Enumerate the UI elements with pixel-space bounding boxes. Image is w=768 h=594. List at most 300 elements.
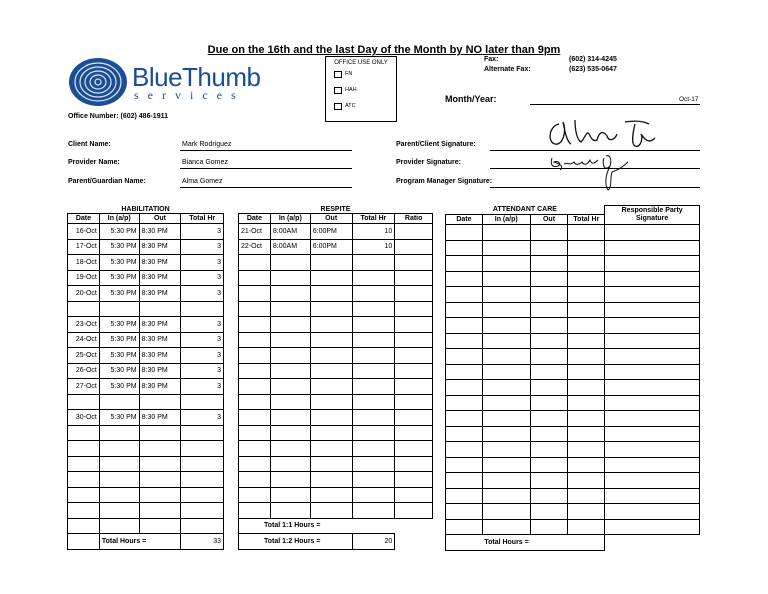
table-cell[interactable] xyxy=(310,503,352,519)
table-cell[interactable] xyxy=(270,503,310,519)
table-cell[interactable] xyxy=(446,457,483,473)
table-cell[interactable] xyxy=(568,426,605,442)
table-cell[interactable]: 8:30 PM xyxy=(139,379,181,395)
table-cell[interactable] xyxy=(568,519,605,535)
table-cell[interactable] xyxy=(239,441,271,457)
table-cell[interactable] xyxy=(482,333,530,349)
table-cell[interactable] xyxy=(310,441,352,457)
table-cell[interactable] xyxy=(139,518,181,534)
table-cell[interactable]: 10 xyxy=(352,224,395,240)
office-option-atc[interactable]: ATC xyxy=(334,98,396,114)
table-cell[interactable] xyxy=(352,332,395,348)
table-cell[interactable] xyxy=(482,287,530,303)
table-cell[interactable] xyxy=(181,301,224,317)
checkbox-icon[interactable] xyxy=(334,71,342,78)
table-cell[interactable] xyxy=(395,472,433,488)
table-cell[interactable] xyxy=(446,442,483,458)
table-cell[interactable] xyxy=(530,457,568,473)
table-cell[interactable] xyxy=(99,394,139,410)
table-cell[interactable] xyxy=(482,426,530,442)
table-cell[interactable] xyxy=(530,287,568,303)
table-cell[interactable] xyxy=(239,270,271,286)
table-cell[interactable] xyxy=(446,333,483,349)
table-cell[interactable]: 8:30 PM xyxy=(139,270,181,286)
table-cell[interactable] xyxy=(181,456,224,472)
checkbox-icon[interactable] xyxy=(334,87,342,94)
table-cell[interactable]: 5:30 PM xyxy=(99,286,139,302)
table-cell[interactable] xyxy=(68,301,100,317)
table-cell[interactable] xyxy=(239,301,271,317)
table-cell[interactable]: 19-Oct xyxy=(68,270,100,286)
table-cell[interactable]: 8:30 PM xyxy=(139,239,181,255)
table-cell[interactable] xyxy=(239,487,271,503)
table-cell[interactable] xyxy=(605,349,700,365)
table-cell[interactable] xyxy=(605,225,700,241)
table-cell[interactable] xyxy=(68,441,100,457)
table-cell[interactable]: 8:30 PM xyxy=(139,224,181,240)
table-cell[interactable] xyxy=(530,240,568,256)
table-cell[interactable]: 3 xyxy=(181,286,224,302)
table-cell[interactable] xyxy=(446,349,483,365)
table-cell[interactable] xyxy=(310,425,352,441)
table-cell[interactable] xyxy=(605,256,700,272)
table-cell[interactable]: 8:30 PM xyxy=(139,363,181,379)
table-row xyxy=(446,318,700,334)
table-cell[interactable] xyxy=(310,286,352,302)
table-cell[interactable] xyxy=(482,488,530,504)
table-cell[interactable] xyxy=(568,380,605,396)
table-cell[interactable] xyxy=(446,504,483,520)
table-cell[interactable] xyxy=(482,302,530,318)
table-cell[interactable] xyxy=(139,394,181,410)
table-cell[interactable] xyxy=(239,472,271,488)
table-cell[interactable] xyxy=(395,456,433,472)
table-cell[interactable] xyxy=(482,240,530,256)
table-cell[interactable] xyxy=(99,472,139,488)
table-cell[interactable] xyxy=(605,302,700,318)
provider-name-value[interactable]: Bianca Gomez xyxy=(182,159,228,166)
table-cell[interactable] xyxy=(395,239,433,255)
table-cell[interactable] xyxy=(270,441,310,457)
table-cell[interactable] xyxy=(99,456,139,472)
guardian-name-value[interactable]: Alma Gomez xyxy=(182,178,223,185)
table-cell[interactable] xyxy=(568,256,605,272)
checkbox-icon[interactable] xyxy=(334,103,342,110)
table-cell[interactable]: 5:30 PM xyxy=(99,255,139,271)
table-cell[interactable]: 6:00PM xyxy=(310,239,352,255)
table-cell[interactable] xyxy=(568,287,605,303)
table-cell[interactable] xyxy=(68,487,100,503)
table-cell[interactable] xyxy=(310,410,352,426)
table-cell[interactable] xyxy=(99,503,139,519)
table-cell[interactable] xyxy=(446,318,483,334)
table-cell[interactable] xyxy=(530,488,568,504)
table-cell[interactable] xyxy=(270,363,310,379)
table-cell[interactable] xyxy=(352,286,395,302)
table-cell[interactable] xyxy=(395,425,433,441)
table-cell[interactable] xyxy=(530,504,568,520)
table-cell[interactable] xyxy=(270,410,310,426)
table-cell[interactable]: 3 xyxy=(181,348,224,364)
table-cell[interactable]: 8:00AM xyxy=(270,239,310,255)
table-cell[interactable] xyxy=(482,271,530,287)
table-cell[interactable] xyxy=(605,271,700,287)
table-row xyxy=(239,317,433,333)
table-cell[interactable]: 3 xyxy=(181,270,224,286)
table-cell[interactable] xyxy=(310,270,352,286)
table-cell[interactable] xyxy=(395,286,433,302)
table-row xyxy=(68,255,224,271)
table-cell[interactable] xyxy=(395,487,433,503)
table-cell[interactable] xyxy=(395,224,433,240)
table-cell[interactable] xyxy=(446,380,483,396)
table-cell[interactable] xyxy=(568,488,605,504)
table-cell[interactable] xyxy=(239,410,271,426)
table-cell[interactable] xyxy=(310,301,352,317)
table-cell[interactable] xyxy=(68,425,100,441)
table-cell[interactable] xyxy=(568,333,605,349)
table-cell[interactable] xyxy=(352,441,395,457)
table-cell[interactable] xyxy=(352,270,395,286)
table-cell[interactable] xyxy=(530,318,568,334)
column-header: Date xyxy=(446,214,483,224)
table-cell[interactable]: 8:30 PM xyxy=(139,332,181,348)
table-cell[interactable] xyxy=(446,473,483,489)
table-cell[interactable] xyxy=(352,456,395,472)
table-cell[interactable] xyxy=(68,518,100,534)
table-cell[interactable]: 20-Oct xyxy=(68,286,100,302)
table-cell[interactable] xyxy=(310,394,352,410)
table-cell[interactable] xyxy=(482,457,530,473)
table-cell[interactable] xyxy=(482,395,530,411)
table-cell[interactable] xyxy=(181,503,224,519)
table-cell[interactable] xyxy=(530,442,568,458)
table-cell[interactable] xyxy=(530,333,568,349)
table-cell[interactable] xyxy=(270,255,310,271)
table-cell[interactable] xyxy=(482,225,530,241)
table-cell[interactable]: 5:30 PM xyxy=(99,270,139,286)
table-cell[interactable] xyxy=(139,456,181,472)
table-cell[interactable] xyxy=(395,394,433,410)
table-cell[interactable] xyxy=(605,488,700,504)
table-cell[interactable]: 3 xyxy=(181,332,224,348)
table-cell[interactable] xyxy=(139,441,181,457)
table-cell[interactable] xyxy=(310,255,352,271)
table-cell[interactable] xyxy=(605,457,700,473)
table-cell[interactable] xyxy=(239,317,271,333)
table-cell[interactable] xyxy=(530,411,568,427)
table-cell[interactable] xyxy=(181,394,224,410)
table-cell[interactable]: 3 xyxy=(181,224,224,240)
table-cell[interactable]: 3 xyxy=(181,255,224,271)
table-cell[interactable] xyxy=(605,473,700,489)
table-cell[interactable] xyxy=(605,333,700,349)
table-cell[interactable] xyxy=(446,519,483,535)
table-cell[interactable] xyxy=(530,395,568,411)
table-cell[interactable] xyxy=(239,332,271,348)
table-cell[interactable] xyxy=(310,379,352,395)
table-cell[interactable] xyxy=(568,240,605,256)
table-cell[interactable]: 30-Oct xyxy=(68,410,100,426)
table-cell[interactable]: 3 xyxy=(181,317,224,333)
table-cell[interactable] xyxy=(181,487,224,503)
table-cell[interactable] xyxy=(530,380,568,396)
table-cell[interactable]: 3 xyxy=(181,379,224,395)
table-cell[interactable] xyxy=(568,411,605,427)
table-cell[interactable] xyxy=(395,441,433,457)
table-cell[interactable] xyxy=(139,425,181,441)
table-cell[interactable] xyxy=(482,256,530,272)
table-cell[interactable] xyxy=(482,442,530,458)
table-cell[interactable]: 5:30 PM xyxy=(99,239,139,255)
habilitation-total-value[interactable]: 33 xyxy=(181,534,224,550)
table-cell[interactable] xyxy=(310,348,352,364)
table-cell[interactable]: 8:30 PM xyxy=(139,255,181,271)
table-cell[interactable] xyxy=(482,473,530,489)
table-cell[interactable] xyxy=(270,472,310,488)
table-cell[interactable] xyxy=(568,504,605,520)
table-cell[interactable] xyxy=(270,487,310,503)
table-cell[interactable] xyxy=(352,487,395,503)
table-cell[interactable] xyxy=(139,472,181,488)
table-cell[interactable] xyxy=(239,503,271,519)
table-cell[interactable] xyxy=(395,332,433,348)
table-cell[interactable] xyxy=(482,504,530,520)
table-cell[interactable]: 8:30 PM xyxy=(139,410,181,426)
table-cell[interactable] xyxy=(139,487,181,503)
table-cell[interactable] xyxy=(482,411,530,427)
table-cell[interactable] xyxy=(310,363,352,379)
table-cell[interactable] xyxy=(568,302,605,318)
table-cell[interactable] xyxy=(270,317,310,333)
table-cell[interactable] xyxy=(99,301,139,317)
table-cell[interactable] xyxy=(605,287,700,303)
table-cell[interactable] xyxy=(139,301,181,317)
table-cell[interactable] xyxy=(530,225,568,241)
table-cell[interactable] xyxy=(239,286,271,302)
table-cell[interactable] xyxy=(605,426,700,442)
table-cell[interactable] xyxy=(446,364,483,380)
office-option-fn[interactable]: FN xyxy=(334,66,396,82)
table-cell[interactable]: 3 xyxy=(181,239,224,255)
table-cell[interactable]: 5:30 PM xyxy=(99,317,139,333)
table-cell[interactable] xyxy=(68,456,100,472)
table-row xyxy=(68,472,224,488)
due-notice: Due on the 16th and the last Day of the Month by NO later than 9pm xyxy=(207,44,561,56)
table-cell[interactable] xyxy=(568,318,605,334)
table-cell[interactable] xyxy=(568,442,605,458)
table-cell[interactable] xyxy=(270,348,310,364)
table-cell[interactable] xyxy=(530,271,568,287)
table-cell[interactable]: 10 xyxy=(352,239,395,255)
table-cell[interactable] xyxy=(352,379,395,395)
table-cell[interactable] xyxy=(352,472,395,488)
table-cell[interactable] xyxy=(482,318,530,334)
table-cell[interactable] xyxy=(239,363,271,379)
table-cell[interactable] xyxy=(99,518,139,534)
table-cell[interactable] xyxy=(352,503,395,519)
table-cell[interactable] xyxy=(99,487,139,503)
table-cell[interactable]: 24-Oct xyxy=(68,332,100,348)
table-cell[interactable]: 5:30 PM xyxy=(99,379,139,395)
table-cell[interactable] xyxy=(530,256,568,272)
table-cell[interactable] xyxy=(310,456,352,472)
table-cell[interactable] xyxy=(352,317,395,333)
table-cell[interactable] xyxy=(181,472,224,488)
table-cell[interactable]: 25-Oct xyxy=(68,348,100,364)
client-name-label: Client Name: xyxy=(68,141,111,148)
table-cell[interactable] xyxy=(605,318,700,334)
table-cell[interactable] xyxy=(270,301,310,317)
table-cell[interactable]: 3 xyxy=(181,363,224,379)
table-cell[interactable]: 5:30 PM xyxy=(99,410,139,426)
table-cell[interactable] xyxy=(352,348,395,364)
table-cell[interactable] xyxy=(352,410,395,426)
table-cell[interactable]: 8:00AM xyxy=(270,224,310,240)
table-cell[interactable] xyxy=(395,410,433,426)
table-cell[interactable]: 8:30 PM xyxy=(139,286,181,302)
table-cell[interactable] xyxy=(605,411,700,427)
table-cell[interactable] xyxy=(139,503,181,519)
table-cell[interactable]: 8:30 PM xyxy=(139,348,181,364)
table-cell[interactable] xyxy=(605,442,700,458)
table-cell[interactable] xyxy=(568,271,605,287)
table-cell[interactable] xyxy=(99,441,139,457)
table-cell[interactable] xyxy=(68,394,100,410)
table-cell[interactable] xyxy=(605,364,700,380)
table-cell[interactable] xyxy=(446,271,483,287)
table-cell[interactable]: 16-Oct xyxy=(68,224,100,240)
respite-total-12-value[interactable]: 20 xyxy=(352,534,395,550)
column-header: Date xyxy=(239,214,271,224)
table-row xyxy=(239,332,433,348)
table-cell[interactable] xyxy=(239,255,271,271)
table-cell[interactable] xyxy=(310,487,352,503)
table-cell[interactable]: 21-Oct xyxy=(239,224,271,240)
table-cell[interactable] xyxy=(605,380,700,396)
table-cell[interactable] xyxy=(530,364,568,380)
table-cell[interactable] xyxy=(568,457,605,473)
table-cell[interactable] xyxy=(352,255,395,271)
table-cell[interactable] xyxy=(310,472,352,488)
table-cell[interactable] xyxy=(568,364,605,380)
month-year-value[interactable]: Oct-17 xyxy=(679,96,699,103)
table-cell[interactable] xyxy=(395,255,433,271)
table-cell[interactable] xyxy=(310,317,352,333)
table-cell[interactable] xyxy=(68,503,100,519)
table-cell[interactable] xyxy=(568,395,605,411)
table-cell[interactable] xyxy=(352,425,395,441)
table-cell[interactable] xyxy=(605,395,700,411)
table-cell[interactable] xyxy=(605,519,700,535)
table-cell[interactable] xyxy=(482,519,530,535)
table-cell[interactable] xyxy=(352,301,395,317)
table-cell[interactable] xyxy=(181,425,224,441)
table-cell[interactable] xyxy=(270,456,310,472)
table-cell[interactable]: 5:30 PM xyxy=(99,348,139,364)
table-cell[interactable] xyxy=(239,456,271,472)
table-cell[interactable] xyxy=(395,317,433,333)
table-cell[interactable] xyxy=(446,256,483,272)
table-cell[interactable] xyxy=(395,301,433,317)
table-cell[interactable] xyxy=(270,425,310,441)
table-cell[interactable] xyxy=(482,380,530,396)
table-cell[interactable] xyxy=(239,425,271,441)
table-cell[interactable]: 5:30 PM xyxy=(99,224,139,240)
table-cell[interactable] xyxy=(530,349,568,365)
table-cell[interactable]: 22-Oct xyxy=(239,239,271,255)
office-option-hah[interactable]: HAH xyxy=(334,82,396,98)
table-cell[interactable] xyxy=(270,394,310,410)
table-cell[interactable] xyxy=(446,240,483,256)
table-cell[interactable] xyxy=(482,349,530,365)
table-cell[interactable] xyxy=(568,473,605,489)
table-cell[interactable] xyxy=(446,395,483,411)
table-cell[interactable] xyxy=(270,286,310,302)
table-cell[interactable] xyxy=(395,503,433,519)
table-cell[interactable] xyxy=(270,379,310,395)
table-cell[interactable] xyxy=(605,240,700,256)
table-cell[interactable] xyxy=(568,225,605,241)
table-cell[interactable] xyxy=(446,225,483,241)
table-cell[interactable]: 5:30 PM xyxy=(99,332,139,348)
respite-total-11-value[interactable] xyxy=(352,518,432,534)
fax-label: Fax: xyxy=(484,56,499,63)
table-cell[interactable]: 8:30 PM xyxy=(139,317,181,333)
table-cell[interactable] xyxy=(99,425,139,441)
table-cell[interactable] xyxy=(395,348,433,364)
table-cell[interactable] xyxy=(446,302,483,318)
table-cell[interactable]: 6:00PM xyxy=(310,224,352,240)
table-cell[interactable] xyxy=(446,488,483,504)
table-cell[interactable] xyxy=(530,473,568,489)
table-cell[interactable]: 27-Oct xyxy=(68,379,100,395)
table-cell[interactable] xyxy=(181,441,224,457)
table-cell[interactable] xyxy=(446,426,483,442)
table-cell[interactable] xyxy=(239,348,271,364)
table-cell[interactable]: 18-Oct xyxy=(68,255,100,271)
table-cell[interactable] xyxy=(530,519,568,535)
table-row xyxy=(68,441,224,457)
table-cell[interactable] xyxy=(530,426,568,442)
table-cell[interactable] xyxy=(446,287,483,303)
table-cell[interactable] xyxy=(352,394,395,410)
table-cell[interactable] xyxy=(530,302,568,318)
table-cell[interactable] xyxy=(68,472,100,488)
table-cell[interactable]: 26-Oct xyxy=(68,363,100,379)
table-cell[interactable] xyxy=(395,363,433,379)
table-cell[interactable] xyxy=(181,518,224,534)
table-cell[interactable] xyxy=(482,364,530,380)
office-use-title: OFFICE USE ONLY xyxy=(334,60,388,66)
table-cell[interactable]: 5:30 PM xyxy=(99,363,139,379)
table-cell[interactable] xyxy=(395,270,433,286)
table-cell[interactable]: 17-Oct xyxy=(68,239,100,255)
table-cell[interactable] xyxy=(395,379,433,395)
table-cell[interactable]: 23-Oct xyxy=(68,317,100,333)
table-cell[interactable] xyxy=(270,332,310,348)
table-cell[interactable] xyxy=(446,411,483,427)
table-cell[interactable] xyxy=(568,349,605,365)
table-cell[interactable] xyxy=(239,379,271,395)
table-cell[interactable] xyxy=(352,363,395,379)
table-cell[interactable] xyxy=(605,504,700,520)
table-cell[interactable] xyxy=(239,394,271,410)
client-name-value[interactable]: Mark Rodriguez xyxy=(182,141,232,148)
table-cell[interactable]: 3 xyxy=(181,410,224,426)
table-cell[interactable] xyxy=(270,270,310,286)
table-cell[interactable] xyxy=(310,332,352,348)
